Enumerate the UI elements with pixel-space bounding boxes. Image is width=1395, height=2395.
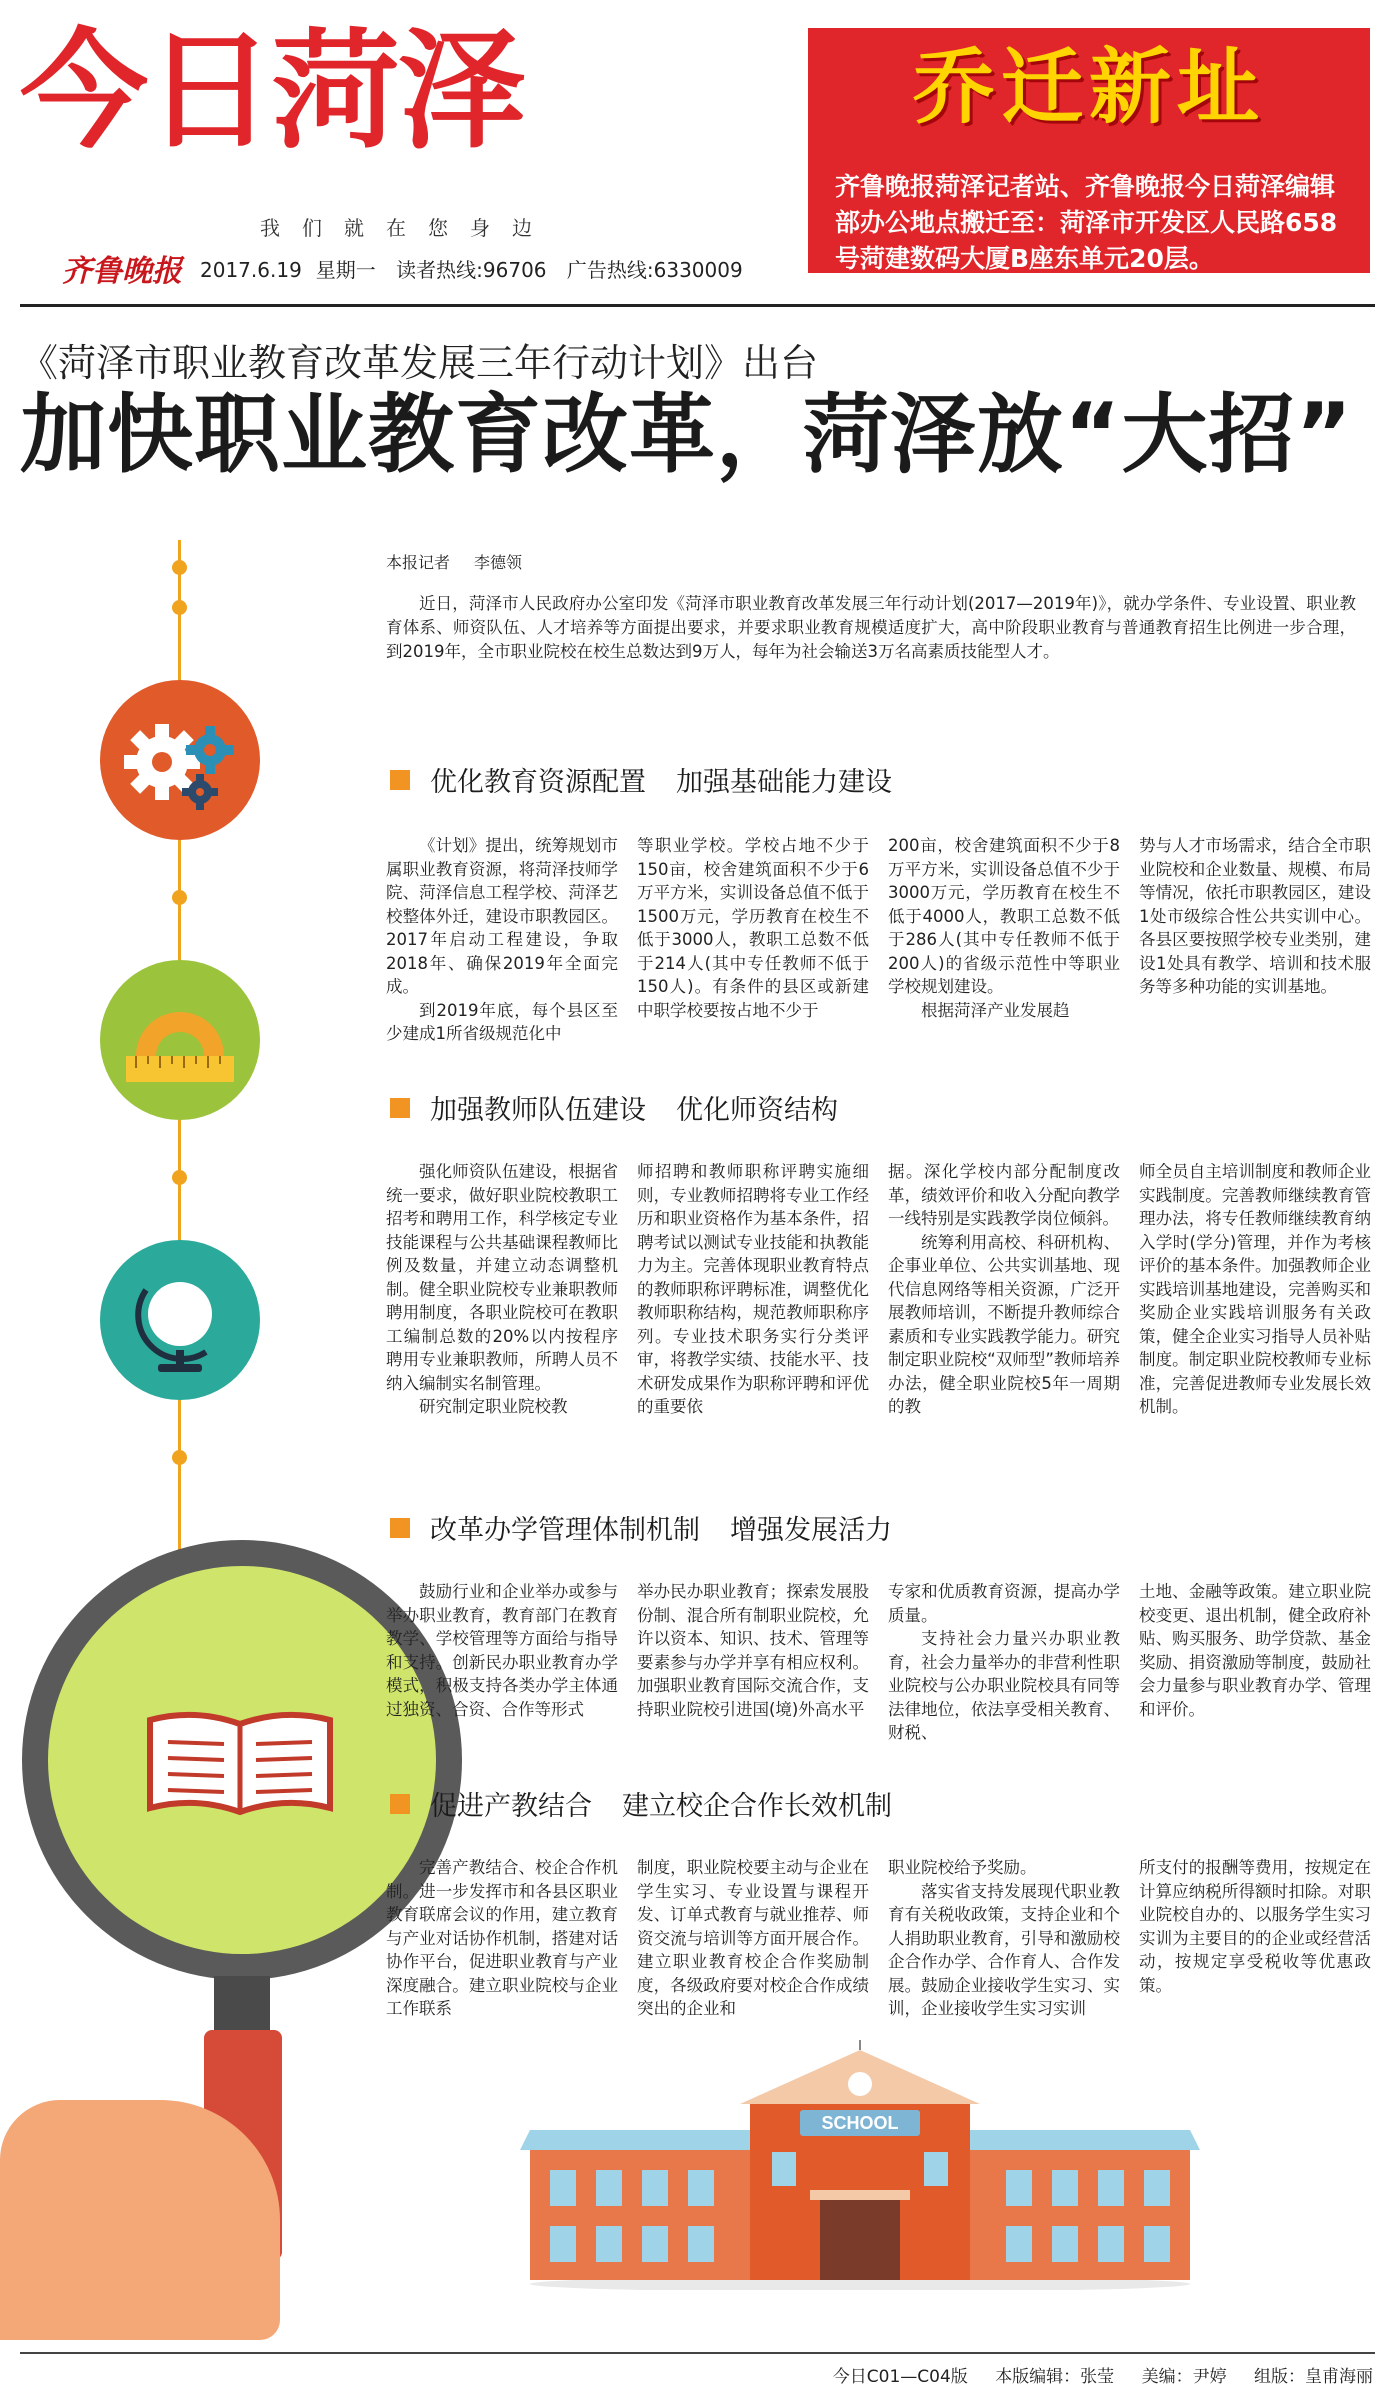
section-marker-icon xyxy=(390,1098,410,1118)
text-column xyxy=(386,834,618,1046)
slogan: 我们就在您身边 xyxy=(260,216,554,240)
page-footer xyxy=(811,2362,1373,2387)
paragraph: 200亩，校舍建筑面积不少于8万平方米，实训设备总值不少于3000万元，学历教育在校生不低于4000人，教职工总数不低于286人(其中专任教师不低于200人)的省级示范性中等职业学校规划建设。 xyxy=(888,836,1120,996)
footer-pages: 今日C01—C04版 xyxy=(832,2367,968,2387)
issue-info xyxy=(200,254,757,283)
paragraph: 统筹利用高校、科研机构、企事业单位、公共实训基地、现代信息网络等相关资源，广泛开展教师培训，不断提升教师综合素质和专业实践教学能力。研究制定职业院校“双师型”教师培养办法，健全职业院校5年一周期的教 xyxy=(888,1232,1120,1416)
paragraph: 到2019年底，每个县区至少建成1所省级规范化中 xyxy=(386,1000,618,1043)
notice-body: 齐鲁晚报菏泽记者站、齐鲁晚报今日菏泽编辑部办公地点搬迁至：菏泽市开发区人民路658号菏建数码大厦B座东单元20层。 xyxy=(835,172,1338,273)
text-column xyxy=(888,1856,1120,2021)
text-column xyxy=(386,1580,618,1745)
section-body xyxy=(386,1160,1371,1419)
brand-title: 今日菏泽 xyxy=(20,17,525,166)
section-title-b: 优化师资结构 xyxy=(676,1095,838,1126)
section-title-a: 加强教师队伍建设 xyxy=(430,1095,646,1126)
paragraph: 土地、金融等政策。建立职业院校变更、退出机制，健全政府补贴、购买服务、助学贷款、基金奖励、捐资激励等制度，鼓励社会力量参与职业教育办学、管理和评价。 xyxy=(1139,1582,1371,1719)
text-column xyxy=(888,1160,1120,1419)
open-book-icon xyxy=(140,1700,340,1820)
paragraph: 师招聘和教师职称评聘实施细则，专业教师招聘将专业工作经历和职业资格作为基本条件，招聘考试以测试专业技能和执教能力为主。完善体现职业教育特点的教师职称评聘标准，调整优化教师职称结构，规范教师职称序列。专业技术职务实行分类评审，将教学实绩、技能水平、技术研发成果作为职称评聘和评优的重要依 xyxy=(637,1162,869,1416)
paragraph: 落实省支持发展现代职业教育有关税收政策，支持企业和个人捐助职业教育，引导和激励校企合作办学、合作育人、合作发展。鼓励企业接收学生实习、实训，企业接收学生实习实训 xyxy=(888,1881,1120,2018)
section-heading xyxy=(390,760,892,799)
issue-date: 2017.6.19 xyxy=(200,258,302,282)
reader-hotline: 读者热线:96706 xyxy=(396,258,547,282)
section-marker-icon xyxy=(390,770,410,790)
paragraph: 制度，职业院校要主动与企业在学生实习、专业设置与课程开发、订单式教育与就业推荐、师资交流与培训等方面开展合作。建立职业教育校企合作奖励制度，各级政府要对校企合作成绩突出的企业和 xyxy=(637,1858,869,2018)
paragraph: 等职业学校。学校占地不少于150亩，校舍建筑面积不少于6万平方米，实训设备总值不低于1500万元，学历教育在校生不低于3000人，教职工总数不低于214人(其中专任教师不低于150人)。有条件的县区或新建中职学校要按占地不少于 xyxy=(637,836,869,1020)
paragraph: 研究制定职业院校教 xyxy=(419,1397,568,1416)
timeline-dot xyxy=(172,560,187,575)
paragraph: 所支付的报酬等费用，按规定在计算应纳税所得额时扣除。对职业院校自办的、以服务学生实习实训为主要目的的企业或经营活动，按规定享受税收等优惠政策。 xyxy=(1139,1858,1371,1995)
text-column xyxy=(386,1160,618,1419)
section-heading xyxy=(390,1784,892,1823)
text-column xyxy=(386,1856,618,2021)
paragraph: 完善产教结合、校企合作机制。进一步发挥市和各县区职业教育联席会议的作用，建立教育与产业对话协作机制，搭建对话协作平台，促进职业教育与产业深度融合。建立职业院校与企业工作联系 xyxy=(386,1858,618,2018)
gears-icon xyxy=(100,680,260,840)
section-body xyxy=(386,1580,1371,1745)
footer-designer: 美编：尹婷 xyxy=(1141,2367,1227,2387)
ad-hotline: 广告热线:6330009 xyxy=(566,258,743,282)
text-column xyxy=(1139,1160,1371,1419)
globe-icon xyxy=(100,1240,260,1400)
text-column xyxy=(637,1580,869,1745)
section-title-a: 改革办学管理体制机制 xyxy=(430,1515,700,1546)
text-column xyxy=(888,834,1120,1046)
section-marker-icon xyxy=(390,1794,410,1814)
text-column xyxy=(888,1580,1120,1745)
paragraph: 据。深化学校内部分配制度改革，绩效评价和收入分配向教学一线特别是实践教学岗位倾斜。 xyxy=(888,1162,1120,1228)
article-headline: 加快职业教育改革，菏泽放“大招” xyxy=(20,385,1354,485)
section-body xyxy=(386,1856,1371,2021)
byline-author: 李德领 xyxy=(474,553,523,572)
paragraph: 专家和优质教育资源，提高办学质量。 xyxy=(888,1582,1120,1625)
section-heading xyxy=(390,1088,838,1127)
text-column xyxy=(1139,1856,1371,2021)
issue-weekday: 星期一 xyxy=(315,258,376,282)
paragraph: 根据菏泽产业发展趋 xyxy=(921,1000,1070,1020)
section-body xyxy=(386,834,1371,1046)
school-building-illustration xyxy=(520,2040,1200,2290)
timeline-dot xyxy=(172,890,187,905)
article-kicker: 《菏泽市职业教育改革发展三年行动计划》出台 xyxy=(20,341,819,385)
paragraph: 职业院校给予奖励。 xyxy=(888,1858,1037,1877)
paragraph: 举办民办职业教育；探索发展股份制、混合所有制职业院校，允许以资本、知识、技术、管理等要素参与办学并享有相应权利。加强职业教育国际交流合作，支持职业院校引进国(境)外高水平 xyxy=(637,1582,869,1719)
hand-illustration xyxy=(0,2100,280,2340)
text-column xyxy=(637,1160,869,1419)
relocation-notice xyxy=(808,28,1370,273)
section-title-a: 促进产教结合 xyxy=(430,1791,592,1822)
paragraph: 师全员自主培训制度和教师企业实践制度。完善教师继续教育管理办法，将专任教师继续教育纳入学时(学分)管理，并作为考核评价的基本条件。加强教师企业实践培训基地建设，完善购买和奖励企业实践培训服务有关政策，健全企业实习指导人员补贴制度。制定职业院校教师专业标准，完善促进教师专业发展长效机制。 xyxy=(1139,1162,1371,1416)
section-title-b: 建立校企合作长效机制 xyxy=(622,1791,892,1822)
timeline-dot xyxy=(172,1170,187,1185)
header-divider xyxy=(20,304,1375,307)
school-sign: SCHOOL xyxy=(821,2113,899,2133)
section-marker-icon xyxy=(390,1518,410,1538)
section-title-a: 优化教育资源配置 xyxy=(430,767,646,798)
timeline-dot xyxy=(172,1450,187,1465)
text-column xyxy=(637,1856,869,2021)
protractor-ruler-icon xyxy=(100,960,260,1120)
text-column xyxy=(637,834,869,1046)
text-column xyxy=(1139,1580,1371,1745)
footer-editor: 本版编辑：张莹 xyxy=(995,2367,1115,2387)
paragraph: 强化师资队伍建设，根据省统一要求，做好职业院校教职工招考和聘用工作，科学核定专业技能课程与公共基础课程教师比例及数量，并建立动态调整机制。健全职业院校专业兼职教师聘用制度，各职业院校可在教职工编制总数的20%以内按程序聘用专业兼职教师，所聘人员不纳入编制实名制管理。 xyxy=(386,1162,618,1393)
article-lead: 近日，菏泽市人民政府办公室印发《菏泽市职业教育改革发展三年行动计划(2017—2019年)》，就办学条件、专业设置、职业教育体系、师资队伍、人才培养等方面提出要求，并要求职业教育规模适度扩大，高中阶段职业教育与普通教育招生比例进一步合理，到2019年，全市职业院校在校生总数达到9万人，每年为社会输送3万名高素质技能型人才。 xyxy=(386,594,1356,661)
section-title-b: 增强发展活力 xyxy=(730,1515,892,1546)
paragraph: 势与人才市场需求，结合全市职业院校和企业数量、规模、布局等情况，依托市职教园区，建设1处市级综合性公共实训中心。各县区要按照学校专业类别，建设1处具有教学、培训和技术服务等多种功能的实训基地。 xyxy=(1139,836,1371,996)
illustration-strip xyxy=(0,540,360,2340)
magnifier-neck xyxy=(214,1976,270,2036)
paragraph: 鼓励行业和企业举办或参与举办职业教育，教育部门在教育教学、学校管理等方面给与指导和支持。创新民办职业教育办学模式，积极支持各类办学主体通过独资、合资、合作等形式 xyxy=(386,1582,618,1719)
text-column xyxy=(1139,834,1371,1046)
footer-proofreader: 组版：皇甫海丽 xyxy=(1254,2367,1373,2387)
footer-divider xyxy=(20,2352,1375,2354)
notice-title: 乔迁新址 xyxy=(912,40,1265,135)
timeline-dot xyxy=(172,600,187,615)
byline xyxy=(386,550,546,573)
paper-logo: 齐鲁晚报 xyxy=(62,254,182,289)
masthead xyxy=(0,0,1395,300)
section-heading xyxy=(390,1508,892,1547)
paragraph: 《计划》提出，统筹规划市属职业教育资源，将菏泽技师学院、菏泽信息工程学校、菏泽艺校整体外迁，建设市职教园区。2017年启动工程建设，争取2018年、确保2019年全面完成。 xyxy=(386,836,618,996)
section-title-b: 加强基础能力建设 xyxy=(676,767,892,798)
byline-label: 本报记者 xyxy=(386,553,451,572)
paragraph: 支持社会力量兴办职业教育，社会力量举办的非营利性职业院校与公办职业院校具有同等法律地位，依法享受相关教育、财税、 xyxy=(888,1629,1120,1742)
